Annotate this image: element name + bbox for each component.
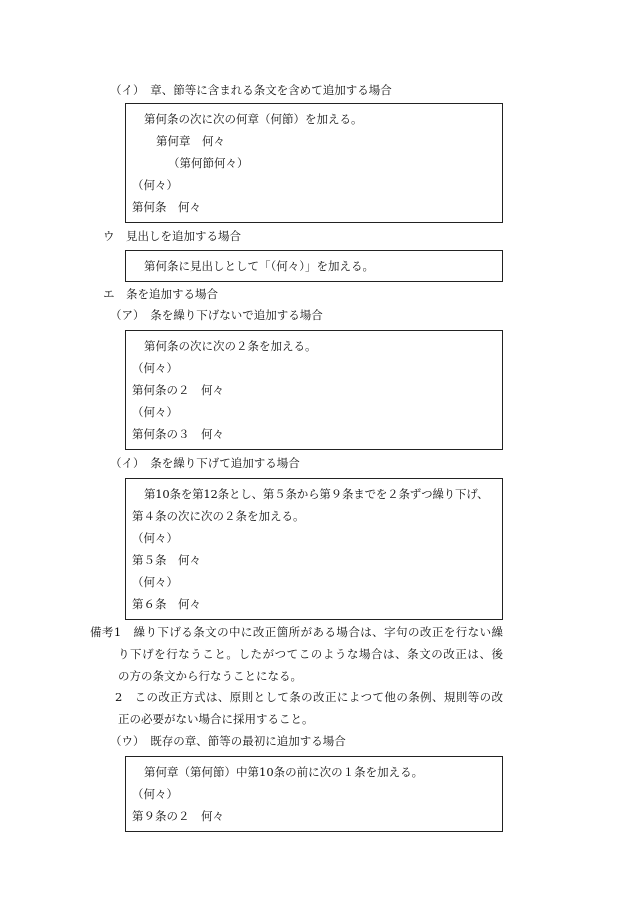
example-line: 第何条の２ 何々	[132, 383, 224, 397]
example-line: 第４条の次に次の２条を加える。	[132, 509, 305, 523]
example-line: （何々）	[132, 787, 178, 801]
example-line: 第何条の次に次の２条を加える。	[144, 339, 317, 353]
example-line: 第何条に見出しとして「（何々）」を加える。	[144, 259, 374, 273]
example-line: 第何章 何々	[156, 134, 225, 148]
example-line: （第何節何々）	[168, 156, 249, 170]
example-line: （何々）	[132, 575, 178, 589]
heading-i-chapter: （イ） 章、節等に含まれる条文を含めて追加する場合	[110, 83, 392, 97]
remark-2-line: 正の必要がない場合に採用すること。	[118, 712, 314, 726]
example-line: 第何条 何々	[132, 200, 201, 214]
example-box-existing	[125, 756, 503, 832]
heading-e-article: エ 条を追加する場合	[103, 287, 218, 301]
example-line: 第10条を第12条とし、第５条から第９条までを２条ずつ繰り下げ、	[144, 487, 489, 501]
example-line: 第何章（第何節）中第10条の前に次の１条を加える。	[144, 765, 424, 779]
remark-1-line: 備考1 繰り下げる条文の中に改正箇所がある場合は、字句の改正を行ない繰	[90, 625, 503, 639]
example-box-heading	[125, 250, 503, 282]
remark-1-line: の方の条文から行なうことになる。	[118, 669, 302, 683]
example-line: 第５条 何々	[132, 553, 201, 567]
example-box-chapter	[125, 103, 503, 223]
example-box-no-shift	[125, 330, 503, 450]
heading-u-heading: ウ 見出しを追加する場合	[103, 229, 241, 243]
heading-a-no-shift: （ア） 条を繰り下げないで追加する場合	[110, 308, 323, 322]
example-line: 第９条の２ 何々	[132, 809, 224, 823]
example-line: 第何条の３ 何々	[132, 427, 224, 441]
example-line: 第６条 何々	[132, 597, 201, 611]
example-line: （何々）	[132, 405, 178, 419]
heading-i-shift: （イ） 条を繰り下げて追加する場合	[110, 456, 300, 470]
remark-2-line: 2 この改正方式は、原則として条の改正によつて他の条例、規則等の改	[115, 690, 503, 704]
example-line: 第何条の次に次の何章（何節）を加える。	[144, 112, 363, 126]
example-box-shift	[125, 478, 503, 620]
heading-u-existing: （ウ） 既存の章、節等の最初に追加する場合	[110, 734, 346, 748]
remark-1-line: り下げを行なうこと。したがつてこのような場合は、条文の改正は、後	[118, 647, 503, 661]
example-line: （何々）	[132, 178, 178, 192]
example-line: （何々）	[132, 361, 178, 375]
example-line: （何々）	[132, 531, 178, 545]
